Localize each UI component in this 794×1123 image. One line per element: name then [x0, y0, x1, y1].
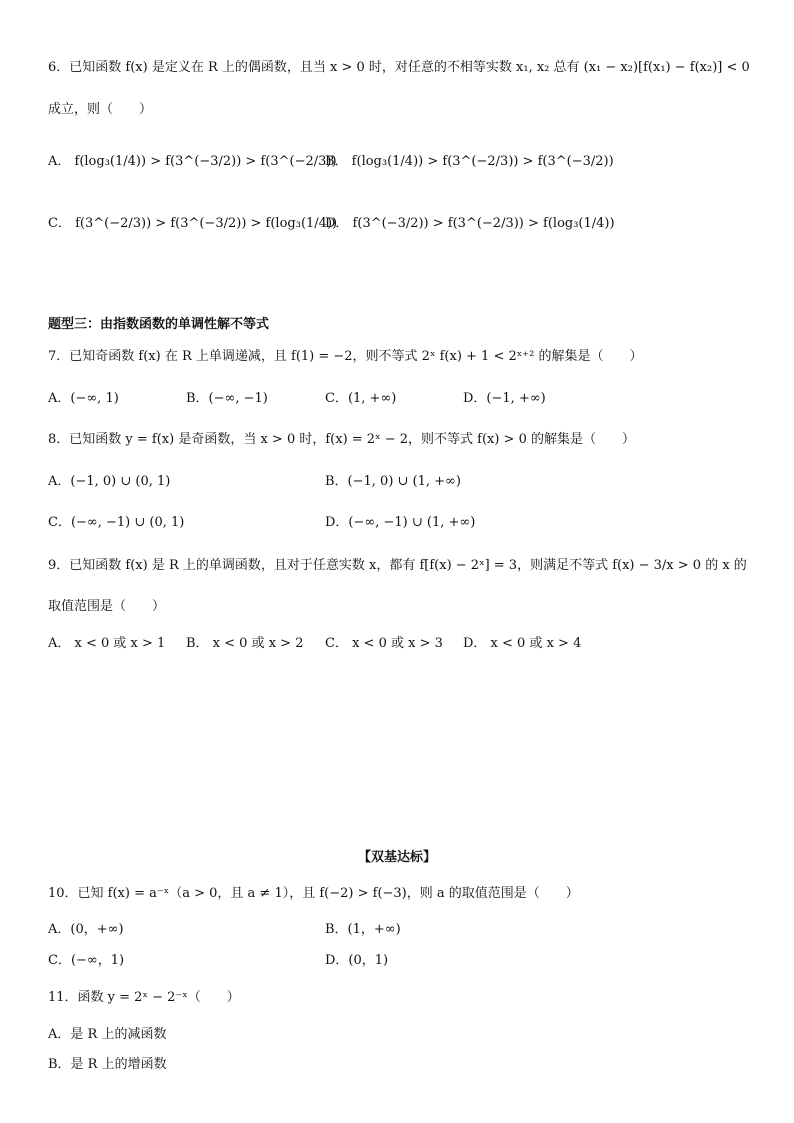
- q11-option-a: A．是 R 上的减函数: [48, 1027, 167, 1042]
- q10-option-a: A．(0，+∞): [48, 922, 124, 937]
- q9-option-d: D． x < 0 或 x > 4: [463, 636, 582, 651]
- q9-stem-line1: 9．已知函数 f(x) 是 R 上的单调函数，且对于任意实数 x，都有 f[f(x) − 2ˣ] = 3，则满足不等式 f(x) − 3/x > 0 的 x 的: [48, 558, 747, 573]
- q7-option-c: C．(1, +∞): [325, 391, 397, 406]
- q8-option-a: A．(−1, 0) ∪ (0, 1): [48, 474, 171, 489]
- q8-option-d: D．(−∞, −1) ∪ (1, +∞): [325, 515, 476, 530]
- q9-option-b: B． x < 0 或 x > 2: [186, 636, 304, 651]
- q6-stem-line2: 成立，则（ ）: [48, 102, 153, 117]
- q10-option-c: C．(−∞，1): [48, 953, 125, 968]
- section3-title: 题型三：由指数函数的单调性解不等式: [48, 317, 270, 332]
- q6-option-b: B． f(log₃(1/4)) > f(3^(−2/3)) > f(3^(−3/2)): [325, 154, 614, 169]
- q10-option-b: B．(1，+∞): [325, 922, 401, 937]
- q7-option-d: D．(−1, +∞): [463, 391, 546, 406]
- q10-option-d: D．(0，1): [325, 953, 389, 968]
- q7-option-a: A．(−∞, 1): [48, 391, 119, 406]
- q6-option-d: D． f(3^(−3/2)) > f(3^(−2/3)) > f(log₃(1/4)): [325, 216, 615, 231]
- q9-option-a: A． x < 0 或 x > 1: [48, 636, 166, 651]
- q7-stem: 7．已知奇函数 f(x) 在 R 上单调递减，且 f(1) = −2，则不等式 2ˣ f(x) + 1 < 2ˣ⁺² 的解集是（ ）: [48, 349, 643, 364]
- q8-option-b: B．(−1, 0) ∪ (1, +∞): [325, 474, 461, 489]
- q9-stem-line2: 取值范围是（ ）: [48, 599, 166, 614]
- q10-stem: 10．已知 f(x) = a⁻ˣ（a > 0，且 a ≠ 1），且 f(−2) > f(−3)，则 a 的取值范围是（ ）: [48, 886, 579, 901]
- q6-option-c: C． f(3^(−2/3)) > f(3^(−3/2)) > f(log₃(1/4)): [48, 216, 338, 231]
- q9-option-c: C． x < 0 或 x > 3: [325, 636, 443, 651]
- q6-option-a: A． f(log₃(1/4)) > f(3^(−3/2)) > f(3^(−2/3)): [48, 154, 337, 169]
- q7-option-b: B．(−∞, −1): [186, 391, 268, 406]
- q8-stem: 8．已知函数 y = f(x) 是奇函数，当 x > 0 时，f(x) = 2ˣ − 2，则不等式 f(x) > 0 的解集是（ ）: [48, 432, 635, 447]
- q6-stem-line1: 6．已知函数 f(x) 是定义在 R 上的偶函数，且当 x > 0 时，对任意的不相等实数 x₁, x₂ 总有 (x₁ − x₂)[f(x₁) − f(x₂)] < 0: [48, 60, 750, 75]
- q8-option-c: C．(−∞, −1) ∪ (0, 1): [48, 515, 185, 530]
- q11-option-b: B．是 R 上的增函数: [48, 1057, 167, 1072]
- practice-title: 【双基达标】: [357, 850, 436, 865]
- q11-stem: 11．函数 y = 2ˣ − 2⁻ˣ（ ）: [48, 990, 240, 1005]
